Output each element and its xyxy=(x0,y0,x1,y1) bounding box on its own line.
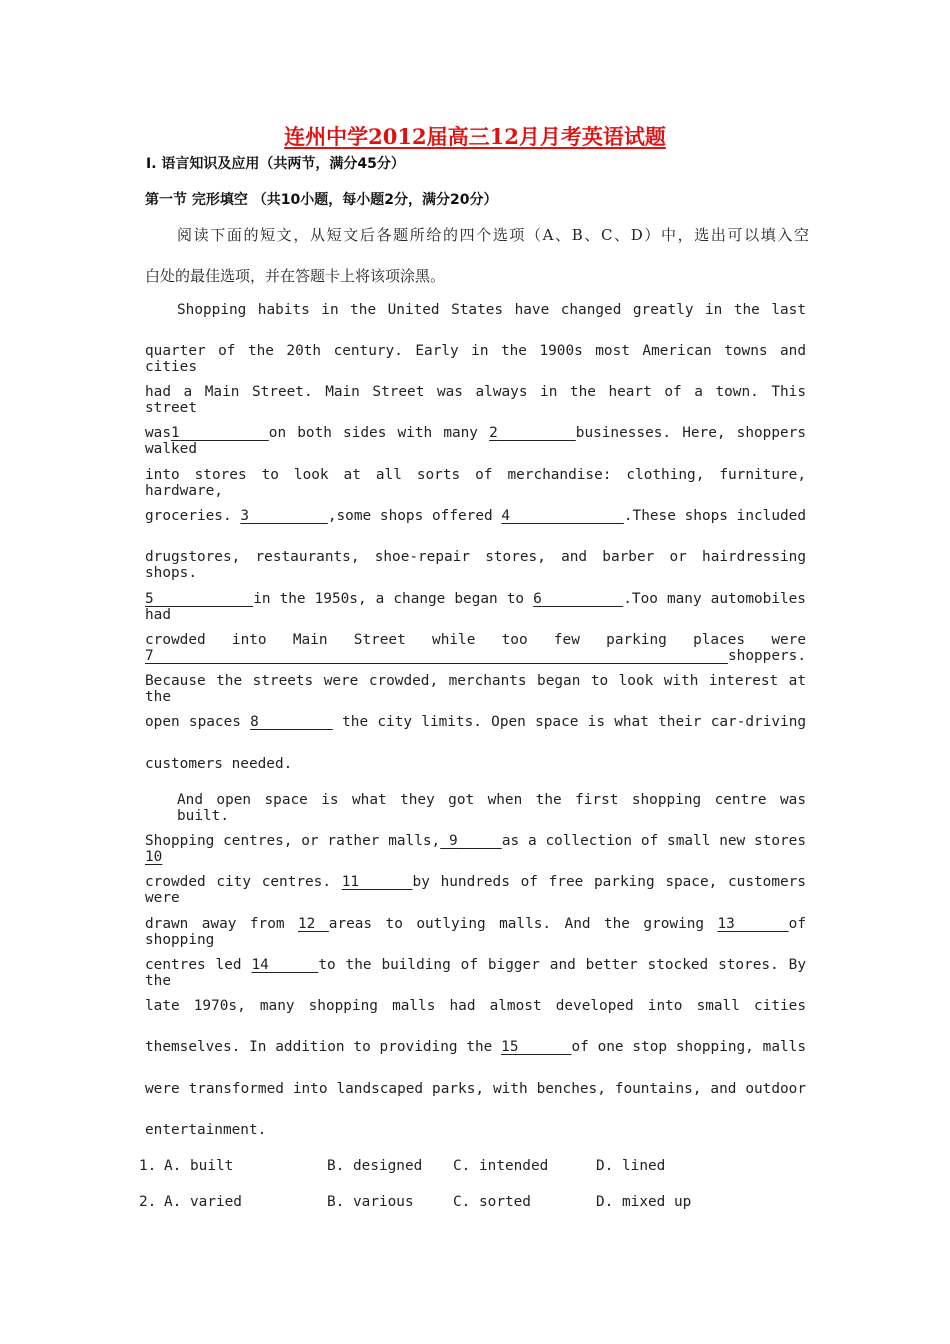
blank-4[interactable]: 4 xyxy=(501,508,511,524)
blank-15[interactable]: 15 xyxy=(501,1039,519,1055)
page-title: 连州中学2012届高三12月月考英语试题 xyxy=(284,124,666,149)
section-heading: Ⅰ. 语言知识及应用（共两节，满分45分） xyxy=(146,156,405,172)
passage-line: into stores to look at all sorts of merchandise: clothing, furniture, hardware, xyxy=(145,467,806,499)
option-d[interactable]: D. lined xyxy=(596,1158,666,1174)
option-d[interactable]: D. mixed up xyxy=(596,1194,692,1210)
instructions-line-1: 阅读下面的短文，从短文后各题所给的四个选项（A、B、C、D）中，选出可以填入空 xyxy=(177,226,809,244)
question-number: 2. xyxy=(139,1194,157,1210)
passage-line: crowded into Main Street while too few parking places were 7 shoppers. xyxy=(145,632,806,664)
blank-13[interactable]: 13 xyxy=(717,916,735,932)
blank-11[interactable]: 11 xyxy=(341,874,360,890)
passage-line: Because the streets were crowded, merchants began to look with interest at the xyxy=(145,673,806,705)
passage-line: groceries. 3 ,some shops offered 4 .These shops included xyxy=(145,508,806,524)
passage-line: And open space is what they got when the first shopping centre was built. xyxy=(177,792,806,824)
option-a[interactable]: A. built xyxy=(164,1158,234,1174)
passage-line: drawn away from 12 areas to outlying malls. And the growing 13 of shopping xyxy=(145,916,806,948)
passage-line: crowded city centres. 11 by hundreds of free parking space, customers were xyxy=(145,874,806,906)
passage-line: late 1970s, many shopping malls had almost developed into small cities xyxy=(145,998,806,1014)
blank-8[interactable]: 8 xyxy=(250,714,259,730)
passage-line: themselves. In addition to providing the 15 of one stop shopping, malls xyxy=(145,1039,806,1055)
passage-line: was1 on both sides with many 2 businesses. Here, shoppers walked xyxy=(145,425,806,457)
blank-1[interactable]: 1 xyxy=(171,425,180,441)
passage-line: centres led 14 to the building of bigger and better stocked stores. By the xyxy=(145,957,806,989)
blank-6[interactable]: 6 xyxy=(533,591,542,607)
blank-5[interactable]: 5 xyxy=(145,591,154,607)
passage-line: 5 in the 1950s, a change began to 6 .Too many automobiles had xyxy=(145,591,806,623)
option-c[interactable]: C. sorted xyxy=(453,1194,531,1210)
instructions-line-2: 白处的最佳选项，并在答题卡上将该项涂黑。 xyxy=(145,267,446,285)
passage-line: drugstores, restaurants, shoe-repair stores, and barber or hairdressing shops. xyxy=(145,549,806,581)
passage-line: were transformed into landscaped parks, with benches, fountains, and outdoor xyxy=(145,1081,806,1097)
passage-line: Shopping centres, or rather malls, 9 as a collection of small new stores 10 xyxy=(145,833,806,865)
option-a[interactable]: A. varied xyxy=(164,1194,242,1210)
option-b[interactable]: B. designed xyxy=(327,1158,423,1174)
option-c[interactable]: C. intended xyxy=(453,1158,549,1174)
blank-7[interactable]: 7 xyxy=(145,648,154,664)
passage-line: quarter of the 20th century. Early in the 1900s most American towns and cities xyxy=(145,343,806,375)
blank-9[interactable]: 9 xyxy=(449,833,458,849)
question-number: 1. xyxy=(139,1158,157,1174)
part-heading: 第一节 完形填空 （共10小题，每小题2分，满分20分） xyxy=(145,192,498,208)
blank-14[interactable]: 14 xyxy=(251,957,269,973)
passage-line: customers needed. xyxy=(145,756,293,772)
blank-2[interactable]: 2 xyxy=(489,425,498,441)
blank-12[interactable]: 12 xyxy=(298,916,316,932)
blank-3[interactable]: 3 xyxy=(240,508,250,524)
option-b[interactable]: B. various xyxy=(327,1194,414,1210)
passage-line: open spaces 8 the city limits. Open space is what their car-driving xyxy=(145,714,807,730)
passage-line: entertainment. xyxy=(145,1122,267,1138)
passage-line: Shopping habits in the United States have changed greatly in the last xyxy=(177,302,806,318)
blank-10[interactable]: 10 xyxy=(145,849,163,865)
passage-line: had a Main Street. Main Street was always in the heart of a town. This street xyxy=(145,384,806,416)
